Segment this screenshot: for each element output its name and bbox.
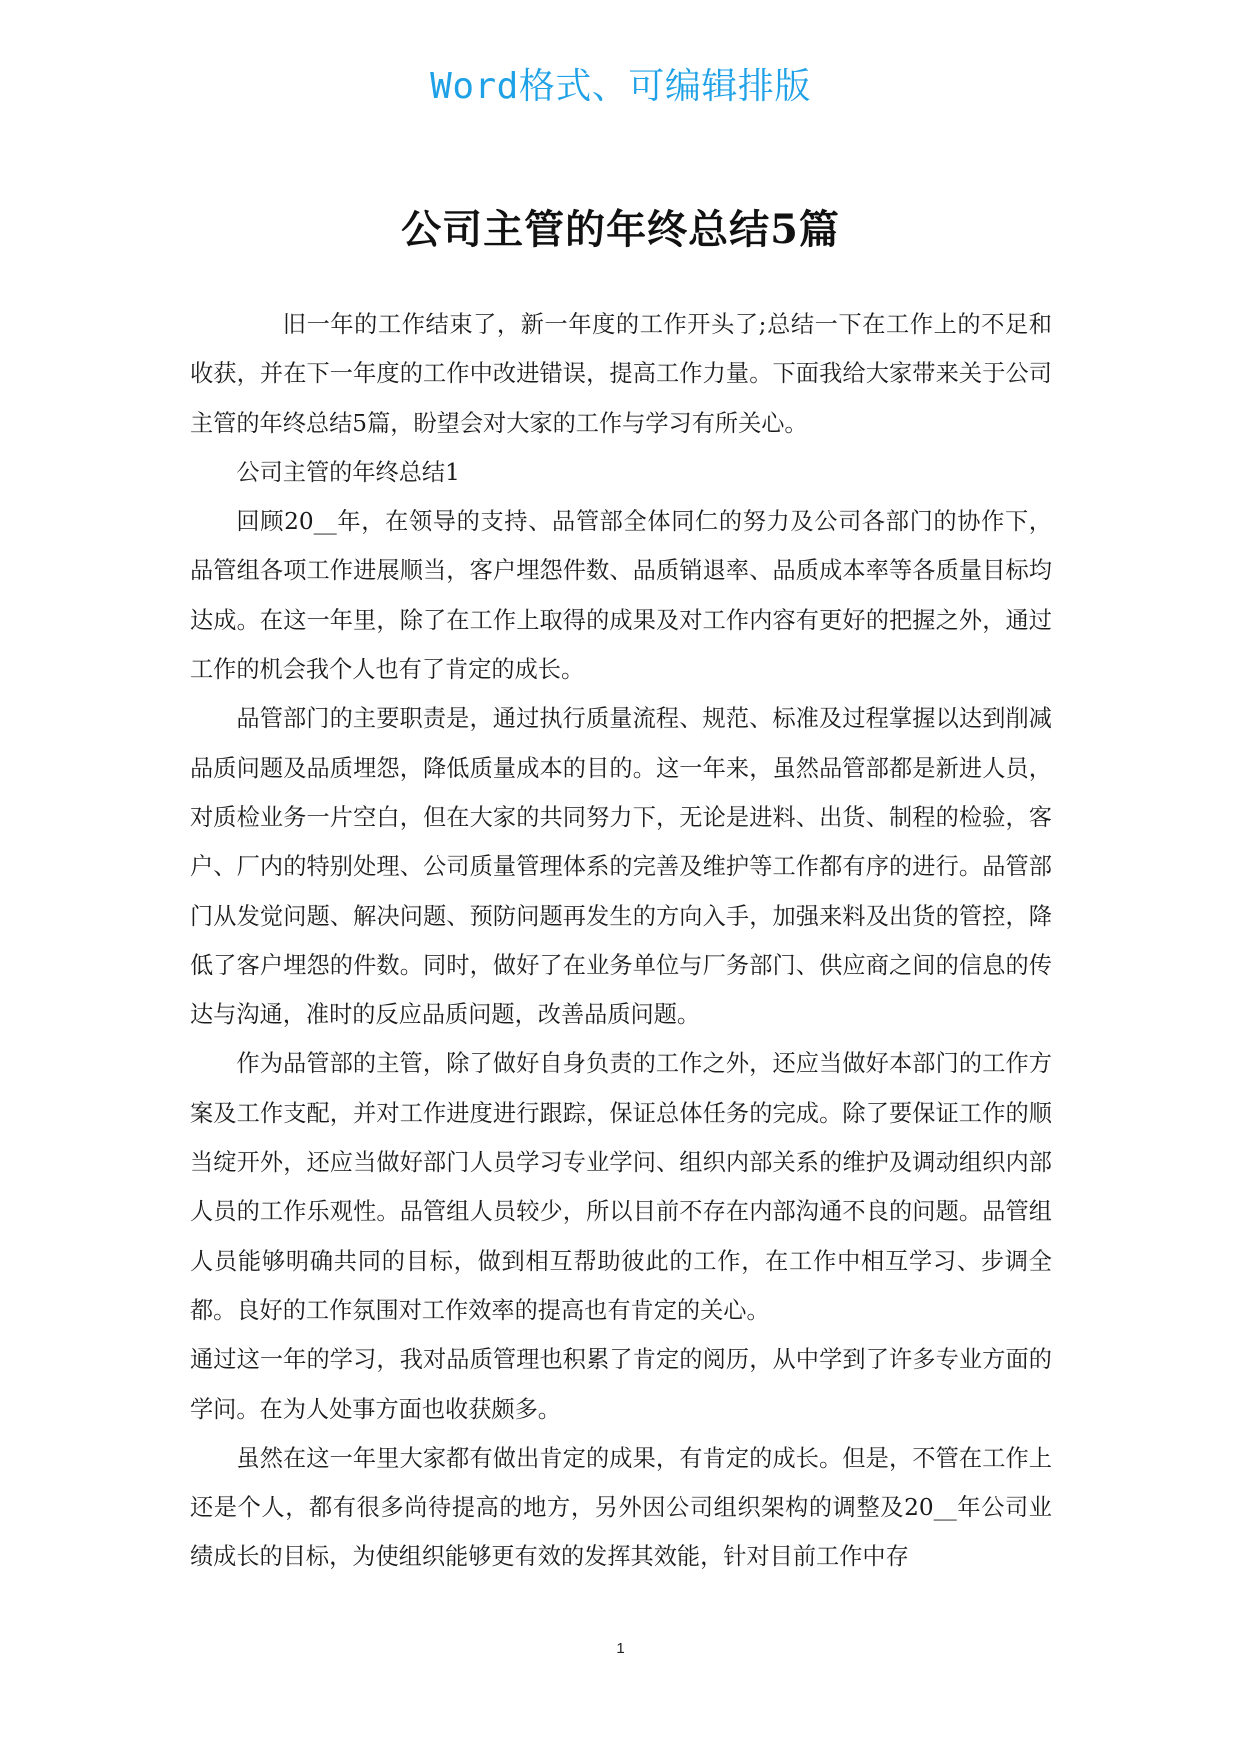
section-heading: 公司主管的年终总结1 <box>236 458 460 486</box>
body-paragraph: 品管部门的主要职责是，通过执行质量流程、规范、标准及过程掌握以达到削减品质问题及品质埋怨，降低质量成本的目的。这一年来，虽然品管部都是新进人员，对质检业务一片空白，但在大家的共同努力下，无论是进料、出货、制程的检验，客户、厂内的特别处理、公司质量管理体系的完善及维护等工作都有序的进行。品管部门从发觉问题、解决问题、预防问题再发生的方向入手，加强来料及出货的管控，降低了客户埋怨的件数。同时，做好了在业务单位与厂务部门、供应商之间的信息的传达与沟通，准时的反应品质问题，改善品质问题。 <box>190 705 1052 1029</box>
word-format-banner: Word格式、可编辑排版 <box>430 66 811 107</box>
intro-paragraph: 旧一年的工作结束了，新一年度的工作开头了;总结一下在工作上的不足和收获，并在下一年度的工作中改进错误，提高工作力量。下面我给大家带来关于公司主管的年终总结5篇，盼望会对大家的工作与学习有所关心。 <box>190 311 1052 437</box>
body-paragraph: 作为品管部的主管，除了做好自身负责的工作之外，还应当做好本部门的工作方案及工作支配，并对工作进度进行跟踪，保证总体任务的完成。除了要保证工作的顺当绽开外，还应当做好部门人员学习专业学问、组织内部关系的维护及调动组织内部人员的工作乐观性。品管组人员较少，所以目前不存在内部沟通不良的问题。品管组人员能够明确共同的目标，做到相互帮助彼此的工作，在工作中相互学习、步调全都。良好的工作氛围对工作效率的提高也有肯定的关心。 <box>190 1050 1052 1324</box>
body-paragraph: 通过这一年的学习，我对品质管理也积累了肯定的阅历，从中学到了许多专业方面的学问。在为人处事方面也收获颇多。 <box>190 1346 1052 1423</box>
document-body <box>190 300 1052 1582</box>
body-paragraph: 回顾20__年，在领导的支持、品管部全体同仁的努力及公司各部门的协作下，品管组各项工作进展顺当，客户埋怨件数、品质销退率、品质成本率等各质量目标均达成。在这一年里，除了在工作上取得的成果及对工作内容有更好的把握之外，通过工作的机会我个人也有了肯定的成长。 <box>190 508 1052 684</box>
body-paragraph: 虽然在这一年里大家都有做出肯定的成果，有肯定的成长。但是，不管在工作上还是个人，都有很多尚待提高的地方，另外因公司组织架构的调整及20__年公司业绩成长的目标，为使组织能够更有效的发挥其效能，针对目前工作中存 <box>190 1444 1052 1571</box>
document-title: 公司主管的年终总结5篇 <box>401 206 840 253</box>
page-number: 1 <box>616 1640 625 1657</box>
